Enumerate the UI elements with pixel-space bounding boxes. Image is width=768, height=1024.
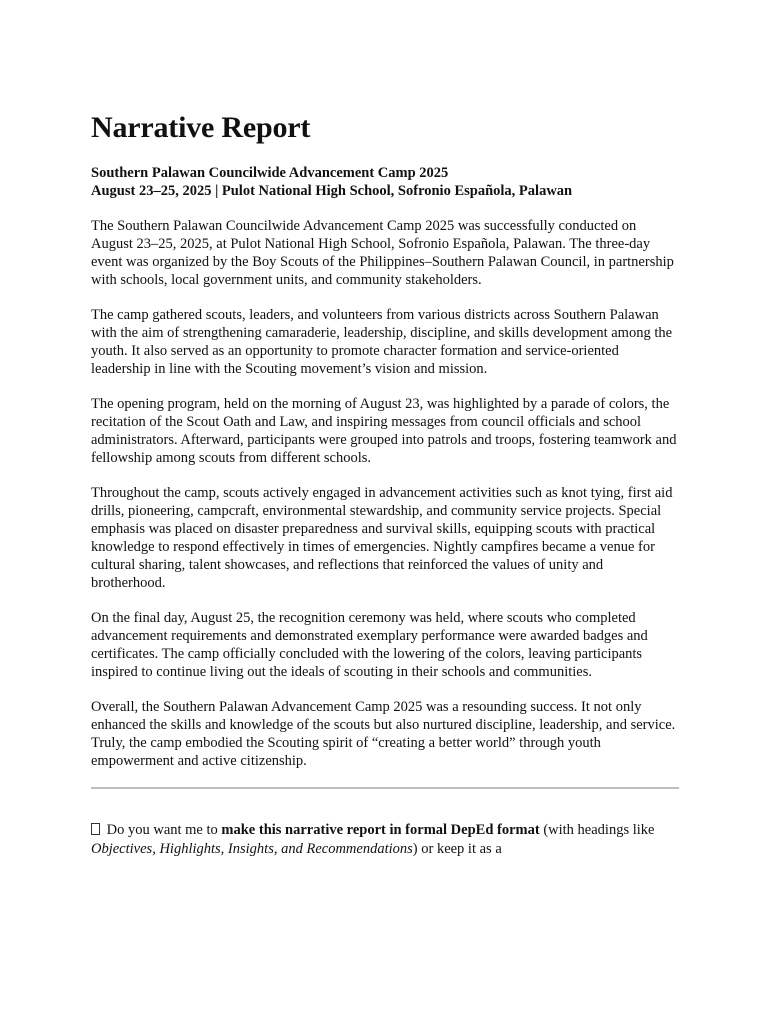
- followup-bold: make this narrative report in formal DepEd format: [221, 822, 540, 838]
- paragraph-activities: Throughout the camp, scouts actively engaged in advancement activities such as knot tying, first aid drills, pioneering, campcraft, environmental stewardship, and community service projects. Special emphasis was placed on disaster preparedness and survival skills, equipping scouts with practical knowledge to respond effectively in times of emergencies. Nightly campfires became a venue for cultural sharing, talent showcases, and reflections that reinforced the values of unity and brotherhood.: [91, 485, 673, 591]
- event-name: Southern Palawan Councilwide Advancement Camp 2025: [91, 165, 449, 181]
- followup-prefix: Do you want me to: [106, 822, 222, 838]
- page-title: Narrative Report: [91, 111, 311, 144]
- missing-glyph-icon: [91, 823, 100, 835]
- followup-middle: (with headings like: [539, 822, 655, 838]
- paragraph-intro: The Southern Palawan Councilwide Advancement Camp 2025 was successfully conducted on August 23–25, 2025, at Pulot National High School, Sofronio Española, Palawan. The three-day event was organized by the Boy Scouts of the Philippines–Southern Palawan Council, in partnership with schools, local government units, and community stakeholders.: [91, 218, 674, 288]
- document-page: [91, 108, 679, 859]
- report-subheading: [91, 164, 679, 200]
- followup-italic: Objectives, Highlights, Insights, and Recommendations: [91, 841, 413, 857]
- followup-question: [91, 821, 679, 859]
- paragraph-purpose: The camp gathered scouts, leaders, and volunteers from various districts across Southern Palawan with the aim of strengthening camaraderie, leadership, discipline, and skills development among the youth. It also served as an opportunity to promote character formation and service-oriented leadership in line with the Scouting movement’s vision and mission.: [91, 307, 673, 377]
- paragraph-conclusion: Overall, the Southern Palawan Advancement Camp 2025 was a resounding success. It not only enhanced the skills and knowledge of the scouts but also nurtured discipline, leadership, and service. Truly, the camp embodied the Scouting spirit of “creating a better world” through youth empowerment and active citizenship.: [91, 699, 676, 769]
- followup-suffix: ) or keep it as a: [412, 841, 502, 857]
- paragraph-opening-program: The opening program, held on the morning of August 23, was highlighted by a parade of colors, the recitation of the Scout Oath and Law, and inspiring messages from council officials and school administrators. Afterward, participants were grouped into patrols and troops, fostering teamwork and fellowship among scouts from different schools.: [91, 396, 677, 466]
- horizontal-divider: [91, 787, 679, 789]
- paragraph-recognition: On the final day, August 25, the recognition ceremony was held, where scouts who completed advancement requirements and demonstrated exemplary performance were awarded badges and certificates. The camp officially concluded with the lowering of the colors, leaving participants inspired to continue living out the ideals of scouting in their schools and communities.: [91, 610, 648, 680]
- event-date-venue: August 23–25, 2025 | Pulot National High School, Sofronio Española, Palawan: [91, 183, 573, 199]
